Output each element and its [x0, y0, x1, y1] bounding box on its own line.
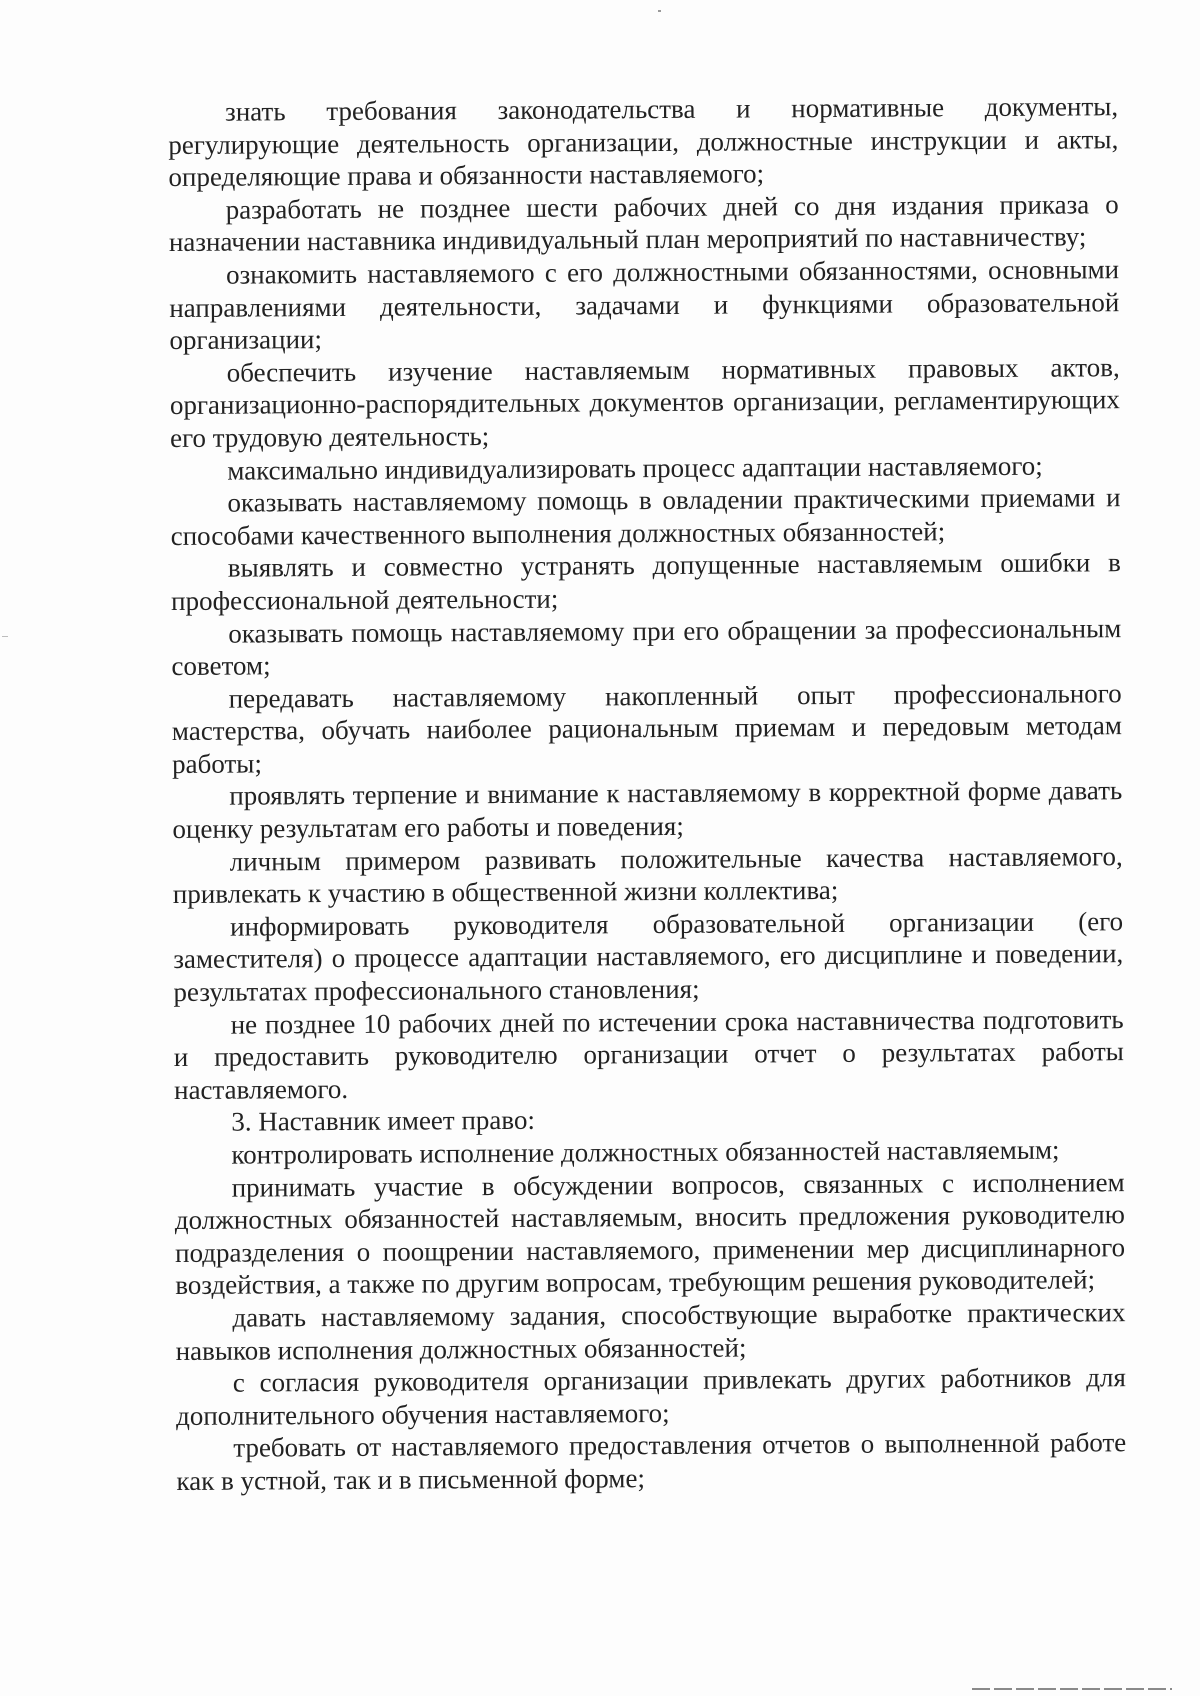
paragraph: знать требования законодательства и нормативные документы, регулирующие деятельность организации, должностные инструкции и акты, определяющие права и обязанности наставляемого;	[168, 91, 1119, 193]
paragraph: давать наставляемому задания, способствующие выработке практических навыков исполнения должностных обязанностей;	[175, 1297, 1126, 1366]
paragraph: принимать участие в обсуждении вопросов, связанных с исполнением должностных обязанностей наставляемым, вносить предложения руководителю подразделения о поощрении наставляемого, применении мер дисциплинарного воздействия, а также по другим вопросам, требующим решения руководителей;	[174, 1166, 1126, 1301]
paragraph: не позднее 10 рабочих дней по истечении срока наставничества подготовить и предоставить руководителю организации отчет о результатах работы наставляемого.	[173, 1003, 1124, 1105]
paragraph: оказывать наставляемому помощь в овладении практическими приемами и способами качественного выполнения должностных обязанностей;	[170, 482, 1121, 551]
section-heading: 3. Наставник имеет право:	[231, 1105, 536, 1138]
document-body	[168, 90, 1127, 1497]
paragraph: передавать наставляемому накопленный опыт профессионального мастерства, обучать наиболее рациональным приемам и передовым методам работы;	[171, 677, 1122, 779]
paragraph: выявлять и совместно устранять допущенные наставляемым ошибки в профессиональной деятельности;	[170, 547, 1121, 616]
paragraph: разработать не позднее шести рабочих дней со дня издания приказа о назначении наставника индивидуальный план мероприятий по наставничеству;	[168, 188, 1119, 258]
scan-artifact-line	[972, 1688, 1172, 1690]
paragraph: информировать руководителя образовательной организации (его заместителя) о процессе адаптации наставляемого, его дисциплине и поведении, результатах профессионального становления;	[173, 906, 1124, 1008]
scan-artifact-dot	[658, 10, 661, 12]
scan-artifact-mark	[2, 636, 8, 637]
paragraph: оказывать помощь наставляемому при его обращении за профессиональным советом;	[171, 612, 1122, 682]
paragraph: максимально индивидуализировать процесс адаптации наставляемого;	[227, 450, 1043, 486]
paragraph: проявлять терпение и внимание к наставляемому в корректной форме давать оценку результатам его работы и поведения;	[172, 775, 1123, 845]
paragraph: контролировать исполнение должностных обязанностей наставляемым;	[231, 1134, 1060, 1170]
paragraph: обеспечить изучение наставляемым нормативных правовых актов, организационно-распорядительных документов организации, регламентирующих его трудовую деятельность;	[169, 351, 1120, 453]
paragraph: ознакомить наставляемого с его должностными обязанностями, основными направлениями деятельности, задачами и функциями образовательной организации;	[169, 254, 1120, 356]
paragraph: с согласия руководителя организации привлекать других работников для дополнительного обучения наставляемого;	[175, 1362, 1126, 1431]
paragraph: требовать от наставляемого предоставления отчетов о выполненной работе как в устной, так и в письменной форме;	[176, 1427, 1127, 1496]
paragraph: личным примером развивать положительные качества наставляемого, привлекать к участию в общественной жизни коллектива;	[172, 840, 1123, 910]
